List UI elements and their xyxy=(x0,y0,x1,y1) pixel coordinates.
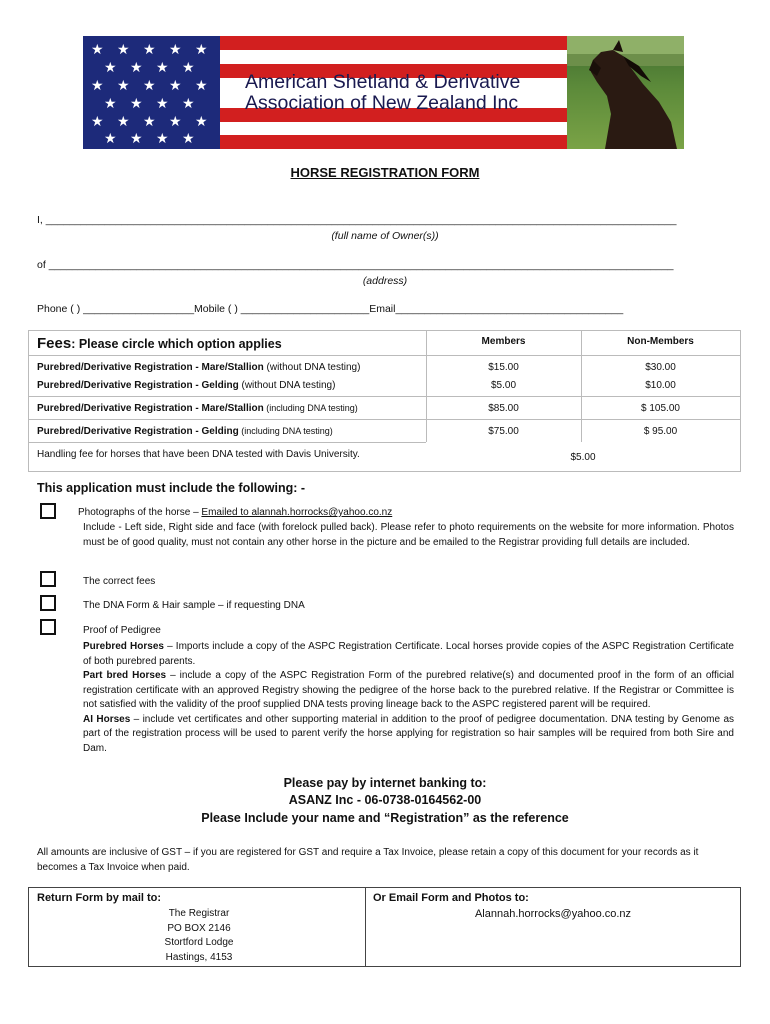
handling-fee-cell xyxy=(426,442,740,471)
member-fee[interactable]: $15.00 xyxy=(488,362,519,373)
correct-fees-item: The correct fees xyxy=(83,576,156,587)
email-heading: Or Email Form and Photos to: xyxy=(373,892,529,904)
fees-heading-rest: : Please circle which option applies xyxy=(71,337,282,351)
fees-row-divider xyxy=(29,396,740,397)
purebred-paragraph xyxy=(83,640,734,669)
fee-option-bold: Purebred/Derivative Registration - Mare/Stallion xyxy=(37,403,264,414)
return-form-box xyxy=(28,887,741,967)
handling-fee[interactable]: $5.00 xyxy=(570,452,596,463)
pedigree-item: Proof of Pedigree xyxy=(83,625,161,636)
purebred-label: Purebred Horses xyxy=(83,641,164,652)
horse-photo xyxy=(567,36,684,149)
mail-address-line: PO BOX 2146 xyxy=(167,923,231,934)
fee-option-note: (without DNA testing) xyxy=(263,362,361,373)
address-caption: (address) xyxy=(362,275,408,287)
stars-flag: ★ ★ ★ ★ ★ ★ ★ ★ ★ ★ ★ ★ ★ ★ ★ ★ ★ ★ ★ ★ ★ ★ ★ ★ ★ ★ ★ xyxy=(83,36,220,149)
ai-paragraph xyxy=(83,713,734,757)
fees-table xyxy=(28,330,741,472)
photos-label: Photographs of the horse – xyxy=(78,507,202,518)
fee-option-label[interactable] xyxy=(37,362,360,373)
photos-email-link[interactable]: Emailed to alannah.horrocks@yahoo.co.nz xyxy=(201,507,393,518)
partbred-text: – include a copy of the ASPC Registration Form of the purebred relative(s) and documented proof in the form of an official registration certificate with an approved Registry showing the pedigree of the horse back to the purebred relative. If the Registrar or Committee is not satisfied with the validity of the proof supplied DNA tests proving lineage back to the ASPC registered parent will be required. xyxy=(83,670,734,710)
gst-note: All amounts are inclusive of GST – if you are registered for GST and require a Tax Invoice, please retain a copy of this document for your records as it becomes a Tax Invoice when paid. xyxy=(37,847,699,873)
fee-option-bold: Purebred/Derivative Registration - Gelding xyxy=(37,426,239,437)
fees-row-divider xyxy=(29,419,740,420)
form-title: HORSE REGISTRATION FORM xyxy=(290,165,480,180)
pedigree-checkbox[interactable] xyxy=(40,619,56,635)
member-fee[interactable]: $5.00 xyxy=(490,380,517,391)
fee-option-label[interactable] xyxy=(37,426,333,437)
address-blank[interactable]: ___________________________________________________________________________________________________________ xyxy=(48,259,674,271)
mail-address-line: Hastings, 4153 xyxy=(165,952,233,963)
mail-address-line: Stortford Lodge xyxy=(164,937,234,948)
payment-reference: Please Include your name and “Registration” as the reference xyxy=(201,811,569,825)
address-line[interactable] xyxy=(37,259,674,271)
dna-item: The DNA Form & Hair sample – if requesting DNA xyxy=(83,600,305,611)
partbred-paragraph xyxy=(83,669,734,713)
address-prefix: of xyxy=(37,259,49,271)
non-member-fee[interactable]: $10.00 xyxy=(645,380,676,391)
association-name-line2: Association of New Zealand Inc xyxy=(245,92,519,114)
non-member-fee[interactable]: $30.00 xyxy=(645,362,676,373)
pedigree-details xyxy=(83,640,734,756)
owner-name-line[interactable] xyxy=(37,214,676,226)
contact-line[interactable]: Phone ( ) ___________________Mobile ( ) ______________________Email_______________________________________ xyxy=(37,303,624,315)
return-email-link[interactable]: Alannah.horrocks@yahoo.co.nz xyxy=(474,908,632,920)
dna-checkbox[interactable] xyxy=(40,595,56,611)
purebred-text: – Imports include a copy of the ASPC Registration Certificate. Local horses provide copies of the ASPC Registration Certificate of both purebred parents. xyxy=(83,641,734,667)
return-box-divider xyxy=(365,888,366,966)
payment-account: ASANZ Inc - 06-0738-0164562-00 xyxy=(288,793,482,807)
fee-option-note: (without DNA testing) xyxy=(238,380,336,391)
association-name-line1: American Shetland & Derivative xyxy=(245,71,521,93)
ai-text: – include vet certificates and other supporting material in addition to the proof of pedigree documentation. DNA testing by Genome as part of the registration process will be used to parent verify the horse applying for registration so hair samples will be required from both Sire and Dam. xyxy=(83,713,735,754)
owner-prefix: I, xyxy=(37,214,46,226)
fees-heading xyxy=(37,335,282,352)
photos-item xyxy=(78,507,392,518)
owner-name-blank[interactable]: ____________________________________________________________________________________________________________ xyxy=(45,214,677,226)
non-members-column-header: Non-Members xyxy=(627,336,694,347)
photos-checkbox[interactable] xyxy=(40,503,56,519)
fee-option-note: (including DNA testing) xyxy=(238,426,333,436)
member-fee[interactable]: $75.00 xyxy=(488,426,519,437)
owner-caption: (full name of Owner(s)) xyxy=(331,230,439,242)
fee-option-bold: Purebred/Derivative Registration - Gelding xyxy=(37,380,239,391)
fees-heading-word: Fees xyxy=(37,335,72,352)
non-member-fee[interactable]: $ 95.00 xyxy=(643,426,678,437)
photos-detail: Include - Left side, Right side and face (with forelock pulled back). Please refer to photo requirements on the website for more information. Photos must be of good quality, must not contain any other horse in the picture and be emailed to the Registrar providing full details are included. xyxy=(83,522,734,548)
ai-label: AI Horses xyxy=(83,713,131,725)
header-banner xyxy=(83,36,684,149)
fees-checkbox[interactable] xyxy=(40,571,56,587)
fee-option-bold: Purebred/Derivative Registration - Mare/Stallion xyxy=(37,362,264,373)
fees-row-divider xyxy=(29,355,740,356)
fee-option-label[interactable] xyxy=(37,380,335,391)
members-column-header: Members xyxy=(481,336,526,347)
mail-address-line: The Registrar xyxy=(168,908,230,919)
partbred-label: Part bred Horses xyxy=(83,670,167,681)
handling-fee-label: Handling fee for horses that have been DNA tested with Davis University. xyxy=(37,449,360,460)
member-fee[interactable]: $85.00 xyxy=(488,403,519,414)
non-member-fee[interactable]: $ 105.00 xyxy=(641,403,680,414)
horse-illustration xyxy=(567,36,684,149)
payment-line-1: Please pay by internet banking to: xyxy=(283,776,487,790)
fee-option-label[interactable] xyxy=(37,403,358,414)
fee-option-note: (including DNA testing) xyxy=(263,403,358,413)
requirements-heading: This application must include the following: - xyxy=(37,481,306,495)
association-name xyxy=(245,72,555,114)
mail-heading: Return Form by mail to: xyxy=(37,892,162,904)
